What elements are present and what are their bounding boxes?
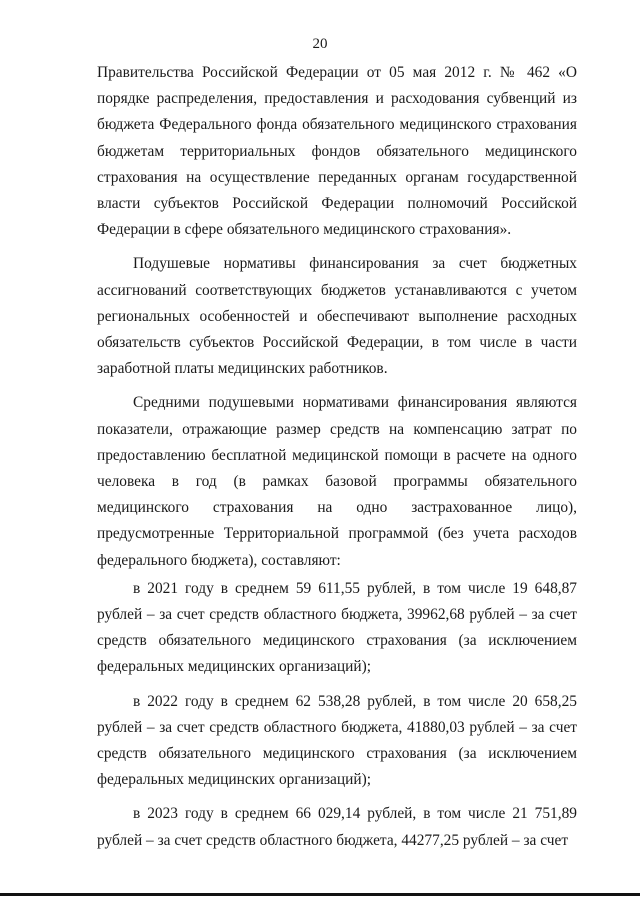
- paragraph-year-2021: в 2021 году в среднем 59 611,55 рублей, в том числе 19 648,87 рублей – за счет средств областного бюджета, 39962,68 рублей – за счет средств обязательного медицинского страхования (за исключением федеральных медицинских организаций);: [97, 579, 577, 676]
- paragraph-continuation: Правительства Российской Федерации от 05 мая 2012 г. № 462 «О порядке распределения, предоставления и расходования субвенций из бюджета Федерального фонда обязательного медицинского страхования бюджетам территориальных фондов обязательного медицинского страхования на осуществление переданных органам государственной власти субъектов Российской Федерации полномочий Российской Федерации в сфере обязательного медицинского страхования».: [97, 64, 577, 239]
- document-body: [97, 60, 577, 854]
- page-number: 20: [312, 36, 328, 52]
- paragraph-average-norms: Средними подушевыми нормативами финансирования являются показатели, отражающие размер средств на компенсацию затрат по предоставлению бесплатной медицинской помощи в расчете на одного человека в год (в рамках базовой программы обязательного медицинского страхования на одно застрахованное лицо), предусмотренные Территориальной программой (без учета расходов федерального бюджета), составляют:: [97, 394, 577, 569]
- paragraph-year-2022: в 2022 году в среднем 62 538,28 рублей, в том числе 20 658,25 рублей – за счет средств областного бюджета, 41880,03 рублей – за счет средств обязательного медицинского страхования (за исключением федеральных медицинских организаций);: [97, 692, 577, 789]
- scan-edge-line: [0, 893, 640, 896]
- paragraph-year-2023: в 2023 году в среднем 66 029,14 рублей, в том числе 21 751,89 рублей – за счет средств областного бюджета, 44277,25 рублей – за счет: [97, 805, 577, 849]
- paragraph-per-capita-norms: Подушевые нормативы финансирования за счет бюджетных ассигнований соответствующих бюджетов устанавливаются с учетом региональных особенностей и обеспечивают выполнение расходных обязательств субъектов Российской Федерации, в том числе в части заработной платы медицинских работников.: [97, 255, 577, 378]
